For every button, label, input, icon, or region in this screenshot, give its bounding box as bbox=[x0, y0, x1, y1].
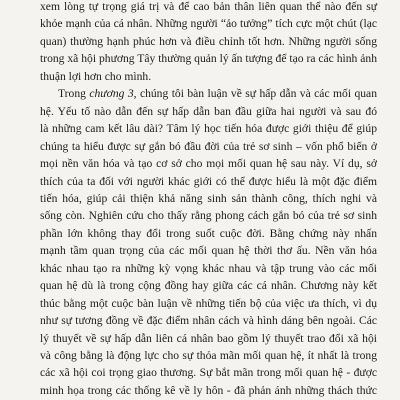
text-line: phần lớn không thay đổi trong suốt cuộc đời. Bằng chứng này nhấn bbox=[40, 226, 377, 240]
text-line: thúc bằng một cuộc bàn luận về những tiến bộ của việc ưa thích, vì dụ bbox=[40, 296, 377, 310]
text-line: xem lòng tự trọng giá trị và để cao bản thân liên quan thể nào đến sự bbox=[40, 0, 377, 13]
text-line: và công bằng là động lực cho sự thỏa mãn mối quan hệ, ít nhất là trong bbox=[40, 349, 377, 362]
text-line: trong xã hội phương Tây thường quản lý ấn tượng để tạo ra các hình ảnh bbox=[40, 52, 377, 66]
text-line: quan hệ dù là trong cộng đồng hay giữa các cá nhân. Chương này kết bbox=[40, 279, 377, 293]
text-line: tiến hóa, giúp cải thiện khả năng sinh sản thành công, thích nghi và bbox=[40, 191, 377, 205]
text-line: thích của ta đối với người khác giới có thể được hiểu là một đặc điểm bbox=[40, 174, 377, 188]
text-line: mọi nền văn hóa và tạo cơ sở cho mọi mối quan hệ sau này. Ví dụ, sở bbox=[40, 157, 377, 170]
text-line: khác nhau tạo ra những kỳ vọng khác nhau và tập trung vào các mối bbox=[40, 261, 377, 275]
text-line: là những cam kết lâu dài? Tâm lý học tiến hóa được giới thiệu để giúp bbox=[40, 122, 377, 136]
text-line: như sự tương đồng về đặc điểm nhân cách và hình dáng bên ngoài. Các bbox=[40, 314, 377, 328]
text-line: khỏe mạnh của cá nhân. Những người “ảo tưởng” tích cực một chút (lạc bbox=[40, 17, 377, 31]
text-line: lý thuyết về sự hấp dẫn liên cá nhân bao gồm lý thuyết trao đổi xã hội bbox=[40, 331, 377, 345]
text-line: quan) thường hạnh phúc hơn và điều chỉnh tốt hơn. Những người sống bbox=[40, 34, 377, 48]
text-line: các xã hội coi trọng giao thương. Sự bắt mãn trong mối quan hệ - được bbox=[40, 366, 377, 380]
text-fragment: , chúng tôi bàn luận về sự hấp dẫn và các mối quan bbox=[133, 87, 378, 101]
text-line: hệ. Yếu tố nào dẫn đến sự hấp dẫn ban đầu giữa hai người và sau đó bbox=[40, 104, 377, 118]
text-line: thuận lợi hơn cho mình. bbox=[40, 69, 152, 83]
chapter-reference: chương 3 bbox=[89, 87, 134, 101]
text-line: sống còn. Nghiên cứu cho thấy rằng phong cách gắn bó của trẻ sơ sinh bbox=[40, 209, 377, 223]
text-line: minh họa trong các thống kê về ly hôn - đã phản ánh những thách thức bbox=[40, 383, 377, 397]
paragraph-first-line bbox=[58, 85, 377, 103]
text-line: chúng ta hiểu được sự gắn bó đầu đời của trẻ sơ sinh – vốn phổ biến ở bbox=[40, 139, 377, 153]
text-line: mạnh tầm quan trọng của các mối quan hệ thời thơ ấu. Nền văn hóa bbox=[40, 244, 377, 258]
text-fragment: Trong bbox=[58, 87, 90, 101]
